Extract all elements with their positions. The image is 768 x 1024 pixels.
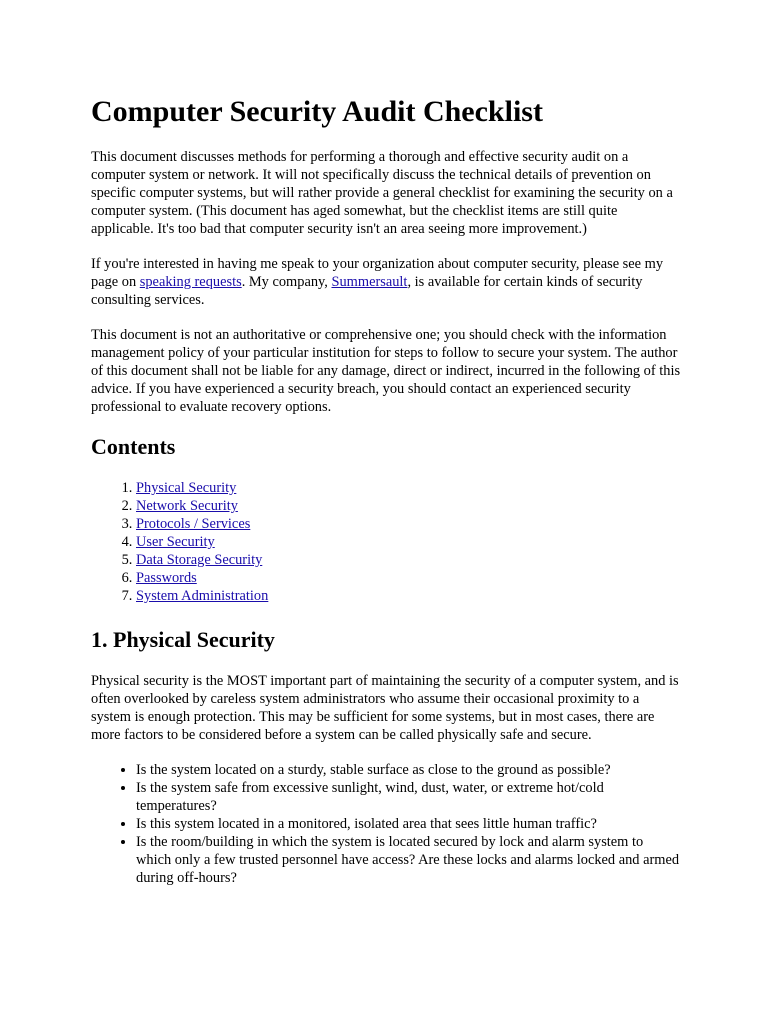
contents-item [136,479,681,497]
contents-link-system-administration[interactable]: System Administration [136,588,269,604]
document-body [91,94,681,887]
checklist-item: • Is the system located on a sturdy, stable surface as close to the ground as possible? [136,761,681,779]
disclaimer-paragraph: This document is not an authoritative or comprehensive one; you should check with the information management policy of your particular institution for steps to follow to secure your system. The author of this document shall not be liable for any damage, direct or indirect, incurred in the following of this advice. If you have experienced a security breach, you should contact an experienced security professional to evaluate recovery options. [91,327,681,415]
section-heading-physical-security: 1. Physical Security [91,627,275,652]
intro-paragraph: This document discusses methods for performing a thorough and effective security audit on a computer system or network. It will not specifically discuss the technical details of prevention on specific computer systems, but will rather provide a general checklist for examining the security on a computer system. (This document has aged somewhat, but the checklist items are still quite applicable. It's too bad that computer security isn't an area seeing more improvement.) [91,149,673,237]
contents-item [136,533,681,551]
contents-item [136,569,681,587]
speaking-text-b: . My company, [241,274,332,290]
speaking-text-c: , is available for certain kinds of security consulting services. [91,274,643,308]
physical-security-checklist [91,761,681,887]
contents-item [136,515,681,533]
contents-item [136,587,681,605]
checklist-item: • Is this system located in a monitored, isolated area that sees little human traffic? [136,815,681,833]
summersault-link[interactable]: Summersault [331,274,408,290]
contents-link-network-security[interactable]: Network Security [136,498,238,514]
speaking-requests-link[interactable]: speaking requests [139,274,242,290]
contents-link-protocols-services[interactable]: Protocols / Services [136,516,251,532]
contents-list [91,479,681,605]
speaking-text-a: If you're interested in having me speak to your organization about computer security, please see my page on [91,256,664,290]
contents-link-user-security[interactable]: User Security [136,534,215,550]
contents-link-data-storage-security[interactable]: Data Storage Security [136,552,263,568]
contents-item [136,497,681,515]
page-title: Computer Security Audit Checklist [91,95,543,128]
checklist-item: • Is the system safe from excessive sunlight, wind, dust, water, or extreme hot/cold temperatures? [136,779,681,815]
contents-link-physical-security[interactable]: Physical Security [136,480,237,496]
physical-security-paragraph: Physical security is the MOST important part of maintaining the security of a computer system, and is often overlooked by careless system administrators who assume their occasional proximity to a system is enough protection. This may be sufficient for some systems, but in most cases, there are more factors to be considered before a system can be called physically safe and secure. [91,673,679,743]
speaking-paragraph [91,255,681,309]
checklist-item: • Is the room/building in which the system is located secured by lock and alarm system to which only a few trusted personnel have access? Are these locks and alarms locked and armed during off-hours? [136,833,681,887]
contents-heading: Contents [91,434,176,459]
contents-link-passwords[interactable]: Passwords [136,570,197,586]
contents-item [136,551,681,569]
